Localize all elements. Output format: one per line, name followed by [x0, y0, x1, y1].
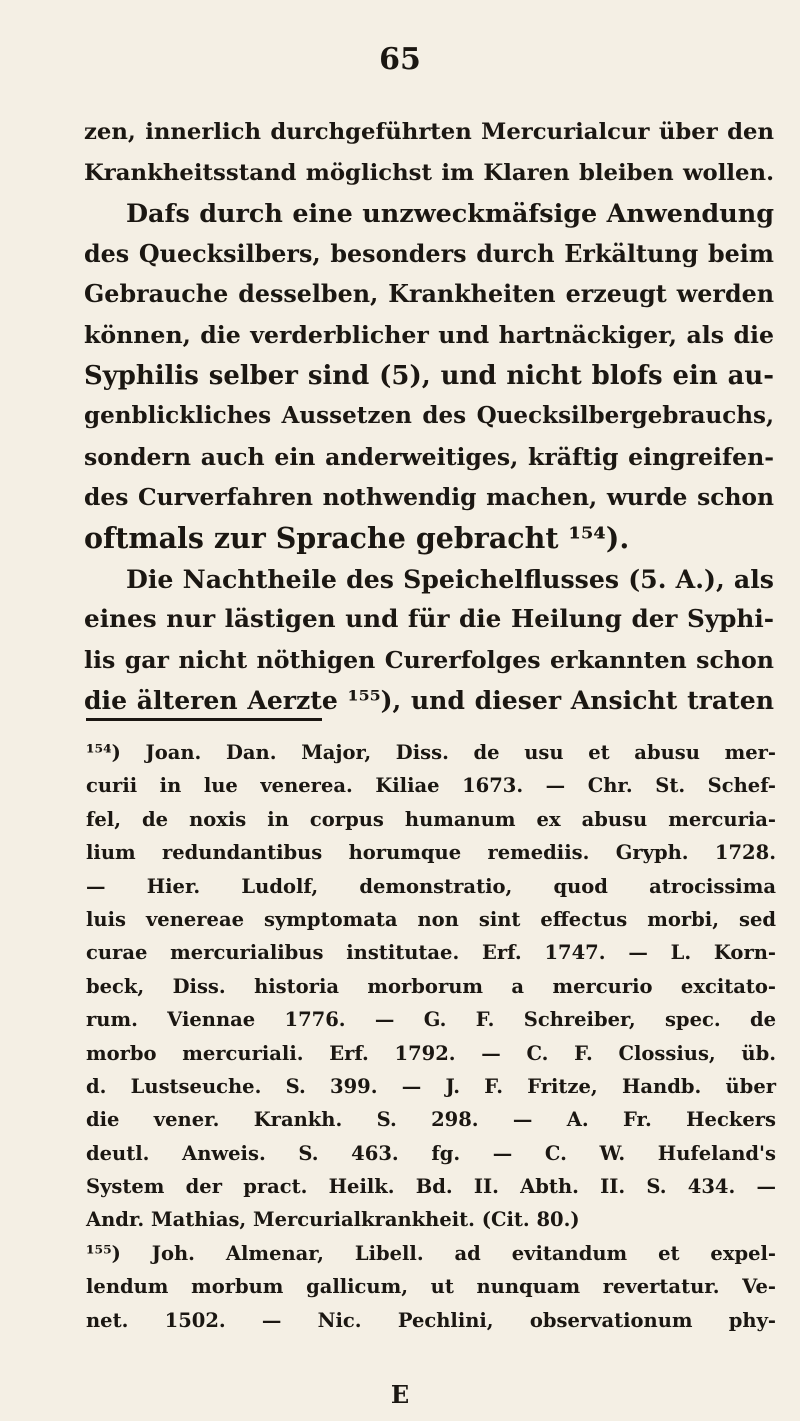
body-line: des Curverfahren nothwendig machen, wurde schon [84, 483, 774, 512]
footnote-line: System der pract. Heilk. Bd. II. Abth. II. S. 434. — [86, 1175, 776, 1199]
body-line: Krankheitsstand möglichst im Klaren bleiben wollen. [84, 159, 774, 186]
body-line: zen, innerlich durchgeführten Mercurialcur über den [84, 119, 774, 145]
footnote-separator [86, 718, 322, 721]
footnote-line: d. Lustseuche. S. 399. — J. F. Fritze, Handb. über [86, 1074, 776, 1098]
footnote-line: curii in lue venerea. Kiliae 1673. — Chr. St. Schef- [86, 774, 776, 798]
footnote-line: morbo mercuriali. Erf. 1792. — C. F. Clossius, üb. [86, 1041, 776, 1065]
main-text [84, 112, 774, 721]
footnote-line: fel, de noxis in corpus humanum ex abusu mercuria- [86, 807, 776, 831]
body-line: können, die verderblicher und hartnäckiger, als die [84, 320, 774, 349]
footnote-line: rum. Viennae 1776. — G. F. Schreiber, spec. de [86, 1008, 776, 1032]
body-line: Gebrauche desselben, Krankheiten erzeugt werden [84, 280, 774, 309]
body-line: des Quecksilbers, besonders durch Erkältung beim [84, 239, 774, 268]
body-line: sondern auch ein anderweitiges, kräftig eingreifen- [84, 442, 774, 471]
footnote-line: curae mercurialibus institutae. Erf. 1747. — L. Korn- [86, 941, 776, 965]
body-line: Die Nachtheile des Speichelflusses (5. A.), als [126, 563, 774, 594]
footnote-line: — Hier. Ludolf, demonstratio, quod atrocissima [86, 874, 776, 898]
body-line: Syphilis selber sind (5), und nicht blofs ein au- [84, 360, 774, 391]
footnotes [86, 736, 776, 1337]
footnote-line: lium redundantibus horumque remediis. Gryph. 1728. [86, 841, 776, 865]
body-line: die älteren Aerzte ¹⁵⁵), und dieser Ansicht traten [84, 685, 774, 716]
signature-mark: E [390, 1380, 410, 1409]
footnote-line: lendum morbum gallicum, ut nunquam revertatur. Ve- [86, 1275, 776, 1299]
footnote-line: ¹⁵⁵) Joh. Almenar, Libell. ad evitandum et expel- [86, 1241, 776, 1265]
body-line: eines nur lästigen und für die Heilung der Syphi- [84, 604, 774, 634]
body-line: oftmals zur Sprache gebracht ¹⁵⁴). [84, 520, 630, 555]
body-line: genblickliches Aussetzen des Quecksilbergebrauchs, [84, 402, 774, 430]
footnote-line: beck, Diss. historia morborum a mercurio excitato- [86, 974, 776, 998]
body-line: Dafs durch eine unzweckmäfsige Anwendung [126, 198, 774, 229]
footnote-line: luis venereae symptomata non sint effectus morbi, sed [86, 907, 776, 931]
page-number: 65 [379, 42, 421, 77]
footnote-line: deutl. Anweis. S. 463. fg. — C. W. Hufeland's [86, 1141, 776, 1165]
footnote-line: ¹⁵⁴) Joan. Dan. Major, Diss. de usu et abusu mer- [86, 741, 776, 764]
footnote-line: die vener. Krankh. S. 298. — A. Fr. Heckers [86, 1108, 776, 1132]
footnote-line: Andr. Mathias, Mercurialkrankheit. (Cit. 80.) [86, 1208, 580, 1232]
footnote-line: net. 1502. — Nic. Pechlini, observationum phy- [86, 1308, 776, 1332]
body-line: lis gar nicht nöthigen Curerfolges erkannten schon [84, 645, 774, 674]
